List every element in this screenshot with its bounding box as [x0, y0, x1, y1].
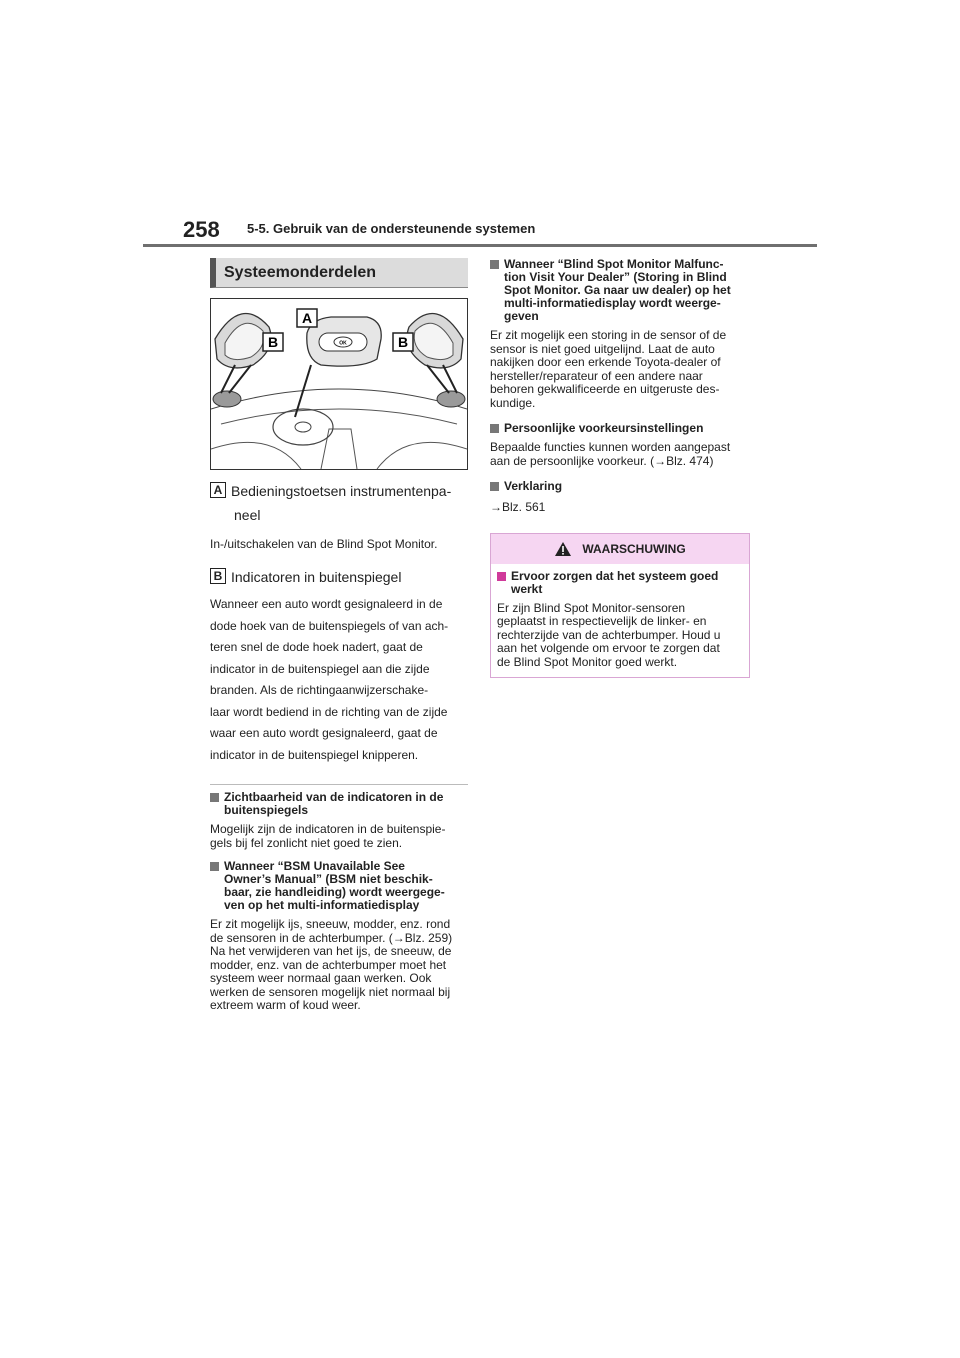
note2-text [210, 918, 468, 1013]
note4-text [490, 441, 752, 468]
square-bullet-icon [210, 862, 219, 871]
warning-item-heading [497, 570, 743, 596]
warning-title: WAARSCHUWING [582, 541, 686, 556]
text-line: rechterzijde van de achterbumper. Houd u [497, 627, 721, 642]
divider [210, 784, 468, 785]
text-line: de Blind Spot Monitor goed werkt. [497, 654, 678, 669]
callout-b-left: B [267, 334, 279, 350]
dashboard-drawing [211, 299, 467, 469]
item-a-label-line1: Bedieningstoetsen instrumentenpa- [231, 483, 452, 499]
item-b [210, 566, 468, 588]
note1-heading [210, 791, 468, 817]
text-line: systeem weer normaal gaan werken. Ook [210, 971, 432, 985]
note4-heading [490, 422, 752, 435]
text-line: nakijken door een erkende Toyota-dealer of [490, 355, 721, 369]
text-line: hersteller/reparateur of een andere naar [490, 368, 703, 383]
warning-header [491, 534, 749, 564]
text-line: Er zit mogelijk een storing in de sensor of de [490, 328, 727, 342]
heading-line: geven [504, 309, 539, 323]
heading-line: Wanneer “Blind Spot Monitor Malfunc- [504, 257, 724, 271]
ok-button-label: OK [339, 340, 347, 347]
chapter-title: 5-5. Gebruik van de ondersteunende systemen [247, 221, 536, 236]
text-line: teren snel de dode hoek nadert, gaat de [210, 640, 423, 654]
text-line: behoren gekwalificeerde en uitgeruste des- [490, 382, 720, 396]
warning-triangle-icon [554, 541, 572, 557]
note1-text [210, 823, 468, 850]
heading-line: Ervoor zorgen dat het systeem goed [511, 568, 719, 583]
heading-line: Owner’s Manual” (BSM niet beschik- [224, 872, 433, 886]
warning-box [490, 533, 750, 679]
text-line: laar wordt bediend in de richting van de zijde [210, 704, 448, 719]
text-line: Er zit mogelijk ijs, sneeuw, modder, enz. rond [210, 917, 451, 931]
right-column [490, 258, 752, 678]
item-b-description [210, 594, 468, 766]
section-heading [210, 258, 468, 288]
note5-heading [490, 480, 752, 493]
heading-line: Wanneer “BSM Unavailable See [224, 859, 405, 873]
heading-line: multi-informatiedisplay wordt weerge- [504, 296, 721, 310]
heading-line: werkt [511, 581, 543, 596]
text-line: indicator in de buitenspiegel knipperen. [210, 747, 419, 762]
heading-line: tion Visit Your Dealer” (Storing in Blind [504, 270, 727, 284]
note2-heading [210, 860, 468, 912]
square-bullet-icon [490, 424, 499, 433]
callout-a: A [301, 310, 313, 326]
text-line: Mogelijk zijn de indicatoren in de buitenspie- [210, 822, 446, 836]
left-column [210, 258, 468, 1013]
text-line: indicator in de buitenspiegel aan die zijde [210, 661, 430, 676]
text-line: Bepaalde functies kunnen worden aangepast [490, 440, 731, 454]
heading-line: baar, zie handleiding) wordt weergege- [224, 885, 445, 899]
square-bullet-icon [210, 793, 219, 802]
page-number: 258 [183, 217, 220, 242]
text-line: geplaatst in respectievelijk de linker- en [497, 614, 707, 628]
text-line: extreem warm of koud weer. [210, 998, 361, 1012]
text-line: modder, enz. van de achterbumper moet het [210, 957, 447, 972]
square-bullet-icon [490, 260, 499, 269]
header-rule [143, 244, 817, 247]
heading-line: Persoonlijke voorkeursinstellingen [504, 421, 704, 435]
square-bullet-icon [497, 572, 506, 581]
text-line: branden. Als de richtingaanwijzerschake- [210, 683, 429, 697]
text-line: Er zijn Blind Spot Monitor-sensoren [497, 600, 686, 615]
heading-line: ven op het multi-informatiedisplay [224, 898, 420, 912]
heading-line: Zichtbaarheid van de indicatoren in de [224, 790, 444, 804]
text-line: Na het verwijderen van het ijs, de sneeuw, de [210, 944, 452, 958]
item-a [210, 480, 468, 526]
heading-line: Verklaring [504, 479, 563, 493]
warning-body [491, 564, 749, 678]
text-line: de sensoren in de achterbumper. (→Blz. 259) [210, 930, 453, 945]
note3-heading [490, 258, 752, 323]
text-line: aan de persoonlijke voorkeur. (→Blz. 474) [490, 453, 714, 468]
text-line: gels bij fel zonlicht niet goed te zien. [210, 835, 403, 850]
text-line: kundige. [490, 395, 536, 410]
dashboard-illustration [210, 298, 468, 470]
heading-line: Spot Monitor. Ga naar uw dealer) op het [504, 283, 731, 297]
text-line: werken de sensoren mogelijk niet normaal bij [210, 984, 451, 999]
note3-text [490, 329, 752, 410]
text-line: waar een auto wordt gesignaleerd, gaat de [210, 726, 438, 740]
text-line: Wanneer een auto wordt gesignaleerd in de [210, 597, 443, 611]
note5-text: →Blz. 561 [490, 500, 546, 514]
section-title: Systeemonderdelen [224, 263, 377, 281]
item-b-label: Indicatoren in buitenspiegel [231, 569, 402, 585]
text-line: dode hoek van de buitenspiegels of van ach- [210, 618, 449, 633]
heading-line: buitenspiegels [224, 803, 309, 817]
text-line: aan het volgende om ervoor te zorgen dat [497, 641, 720, 655]
square-bullet-icon [490, 482, 499, 491]
text-line: sensor is niet goed uitgelijnd. Laat de auto [490, 341, 715, 356]
badge-a: A [210, 482, 226, 498]
item-a-label-line2: neel [234, 507, 261, 523]
badge-b: B [210, 568, 226, 584]
callout-b-right: B [397, 334, 409, 350]
warning-item-text [497, 602, 743, 670]
item-a-description: In-/uitschakelen van de Blind Spot Monitor. [210, 537, 438, 551]
